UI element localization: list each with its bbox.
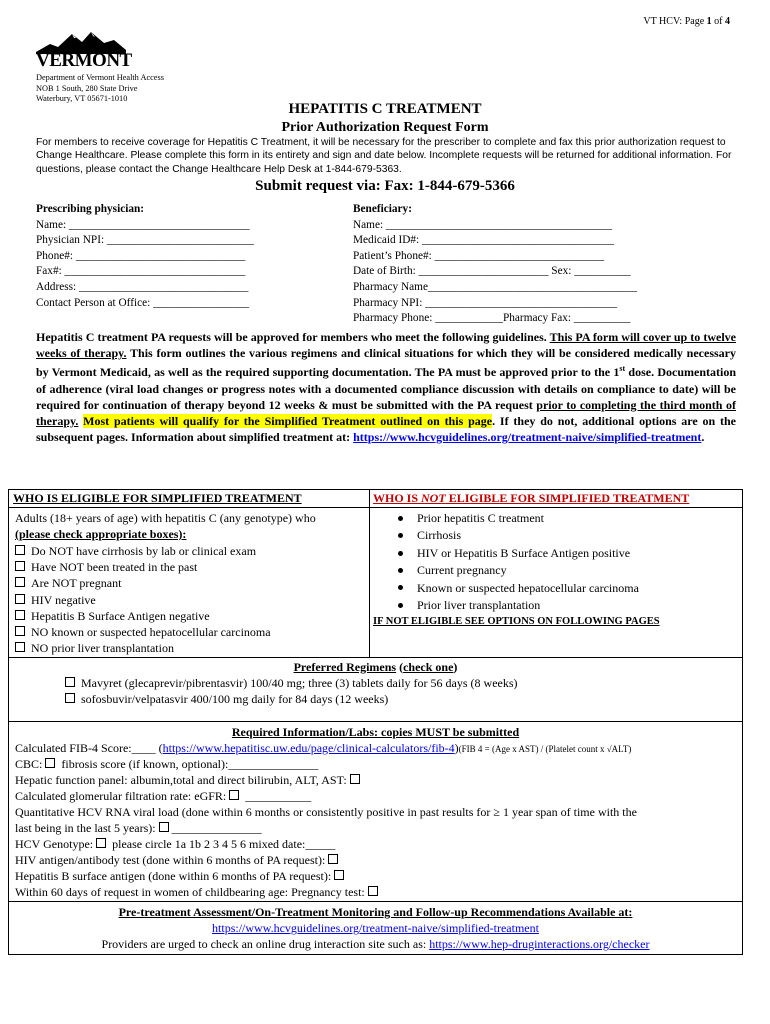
list-item: Current pregnancy bbox=[398, 562, 639, 579]
prescriber-npi-field[interactable]: Physician NPI: __________________________ bbox=[36, 234, 254, 247]
list-item: Prior liver transplantation bbox=[398, 597, 639, 614]
fax-banner: Submit request via: Fax: 1-844-679-5366 bbox=[255, 178, 515, 194]
hepb-row[interactable]: Hepatitis B surface antigen (done within 6 months of PA request): bbox=[15, 868, 347, 884]
list-item: Cirrhosis bbox=[398, 527, 639, 544]
pretreatment-link-row bbox=[9, 920, 742, 936]
checkbox[interactable] bbox=[96, 838, 106, 848]
table-divider bbox=[9, 901, 742, 902]
guidelines-paragraph: Hepatitis C treatment PA requests will be approved for members who meet the following guidelines. This PA form will cover up to twelve weeks of therapy. This form outlines the various regimens and clinical situations for which they will be considered medically necessary by Vermont Medicaid, as well as the required supporting documentation. The PA must be approved prior to the 1st dose. Documentation of adherence (viral load changes or progress notes with a documented compliance discussion with details on compliance to date) will be required for continuation of therapy beyond 12 weeks & must be submitted with the PA request prior to completing the third month of therapy. Most patients will qualify for the Simplified Treatment outlined on this page. If they do not, additional options are on the subsequent pages. Information about simplified treatment at: https://www.hcvguidelines.org/treatment-naive/simplified-treatment. bbox=[36, 330, 737, 445]
hcv-rna-row: Quantitative HCV RNA viral load (done within 6 months or consistently positive in past results for ≥ 1 year span of time with the bbox=[15, 805, 637, 819]
fib4-row[interactable]: Calculated FIB-4 Score:____ (https://www.hepatitisc.uw.edu/page/clinical-calculators/fib-4)(FIB 4 = (Age x AST) / (Platelet count x √ALT) bbox=[15, 741, 632, 755]
beneficiary-name-field[interactable]: Name: ________________________________________ bbox=[353, 218, 612, 231]
list-item[interactable]: HIV negative bbox=[15, 592, 271, 608]
checkbox[interactable] bbox=[15, 577, 25, 587]
checkbox[interactable] bbox=[15, 626, 25, 636]
list-item[interactable]: Hepatitis B Surface Antigen negative bbox=[15, 608, 271, 624]
checkbox[interactable] bbox=[15, 610, 25, 620]
checkbox[interactable] bbox=[15, 545, 25, 555]
list-item[interactable]: Have NOT been treated in the past bbox=[15, 559, 271, 575]
list-item: Prior hepatitis C treatment bbox=[398, 510, 639, 527]
list-item[interactable]: NO known or suspected hepatocellular carcinoma bbox=[15, 624, 271, 640]
checkbox[interactable] bbox=[15, 561, 25, 571]
list-item: Known or suspected hepatocellular carcinoma bbox=[398, 580, 639, 597]
hcv-rna-row-2[interactable]: last being in the last 5 years): _______________ bbox=[15, 821, 262, 835]
simplified-highlight: Most patients will qualify for the Simplified Treatment outlined on this page bbox=[83, 414, 493, 429]
list-item[interactable]: Do NOT have cirrhosis by lab or clinical exam bbox=[15, 543, 271, 559]
table-divider bbox=[9, 721, 742, 722]
simplified-treatment-link[interactable]: https://www.hcvguidelines.org/treatment-naive/simplified-treatment bbox=[353, 430, 702, 445]
genotype-row[interactable]: HCV Genotype: please circle 1a 1b 2 3 4 5 6 mixed date:_____ bbox=[15, 837, 336, 851]
checkbox[interactable] bbox=[15, 594, 25, 604]
prescriber-fax-field[interactable]: Fax#: ________________________________ bbox=[36, 265, 246, 278]
checkbox[interactable] bbox=[368, 886, 378, 896]
list-item: HIV or Hepatitis B Surface Antigen positive bbox=[398, 545, 639, 562]
required-heading: Required Information/Labs: copies MUST be submitted bbox=[231, 725, 520, 739]
hepatic-row[interactable]: Hepatic function panel: albumin,total and direct bilirubin, ALT, AST: bbox=[15, 772, 363, 788]
intro-paragraph: For members to receive coverage for Hepatitis C Treatment, it will be necessary for the prescriber to complete and fax this prior authorization request to Change Healthcare. Please complete this form in its entirety and sign and date below. Incomplete requests will be returned for additional information. For questions, please contact the Change Healthcare Help Desk at 1-844-679-5363. bbox=[36, 137, 732, 175]
interaction-row: Providers are urged to check an online drug interaction site such as: https://www.hep-druginteractions.org/checker bbox=[101, 937, 650, 951]
table-divider bbox=[9, 507, 742, 508]
egfr-row[interactable]: Calculated glomerular filtration rate: eGFR: ___________ bbox=[15, 789, 312, 803]
table-divider bbox=[369, 490, 370, 657]
table-divider bbox=[9, 657, 742, 658]
dept-city: Waterbury, VT 05671-1010 bbox=[36, 94, 128, 103]
prescriber-heading: Prescribing physician: bbox=[36, 203, 145, 215]
dob-sex-field[interactable]: Date of Birth: _______________________ Sex: __________ bbox=[353, 265, 631, 278]
bullet-icon bbox=[398, 533, 403, 538]
eligibility-table bbox=[8, 489, 743, 955]
eligible-list bbox=[15, 543, 271, 656]
regimens-heading: Preferred Regimens (check one) bbox=[293, 660, 458, 674]
checkbox[interactable] bbox=[65, 677, 75, 687]
cbc-row[interactable]: CBC: fibrosis score (if known, optional):_______________ bbox=[15, 757, 319, 771]
checkbox[interactable] bbox=[65, 693, 75, 703]
checkbox[interactable] bbox=[45, 758, 55, 768]
page-indicator: VT HCV: Page 1 of 4 bbox=[643, 16, 730, 27]
bullet-icon bbox=[398, 551, 403, 556]
department-address bbox=[36, 73, 164, 105]
beneficiary-heading: Beneficiary: bbox=[353, 203, 412, 215]
prescriber-phone-field[interactable]: Phone#: ______________________________ bbox=[36, 249, 246, 262]
regimen-option[interactable]: sofosbuvir/velpatasvir 400/100 mg daily for 84 days (12 weeks) bbox=[65, 691, 388, 707]
prescriber-address-field[interactable]: Address: ______________________________ bbox=[36, 280, 249, 293]
medicaid-id-field[interactable]: Medicaid ID#: __________________________________ bbox=[353, 234, 615, 247]
checkbox[interactable] bbox=[229, 790, 239, 800]
not-eligible-heading: WHO IS NOT ELIGIBLE FOR SIMPLIFIED TREATMENT bbox=[373, 491, 690, 505]
prescriber-section bbox=[36, 202, 254, 311]
vermont-logo bbox=[36, 28, 132, 74]
pretreatment-heading: Pre-treatment Assessment/On-Treatment Monitoring and Follow-up Recommendations Available at: bbox=[118, 905, 633, 919]
checkbox[interactable] bbox=[328, 854, 338, 864]
pretreatment-link[interactable]: https://www.hcvguidelines.org/treatment-naive/simplified-treatment bbox=[212, 921, 539, 935]
fib4-calculator-link[interactable]: https://www.hepatitisc.uw.edu/page/clinical-calculators/fib-4 bbox=[162, 741, 455, 755]
bullet-icon bbox=[398, 516, 403, 521]
prescriber-contact-field[interactable]: Contact Person at Office: _________________ bbox=[36, 296, 250, 309]
checkbox[interactable] bbox=[350, 774, 360, 784]
regimen-option[interactable]: Mavyret (glecaprevir/pibrentasvir) 100/40 mg; three (3) tablets daily for 56 days (8 weeks) bbox=[65, 675, 518, 691]
checkbox[interactable] bbox=[15, 642, 25, 652]
pregnancy-row[interactable]: Within 60 days of request in women of childbearing age: Pregnancy test: bbox=[15, 884, 381, 900]
not-eligible-list bbox=[398, 510, 639, 614]
eligible-intro: Adults (18+ years of age) with hepatitis C (any genotype) who bbox=[15, 511, 316, 525]
logo-text: VERMONT bbox=[36, 50, 132, 71]
list-item[interactable]: Are NOT pregnant bbox=[15, 575, 271, 591]
pharmacy-phone-fax-field[interactable]: Pharmacy Phone: ____________Pharmacy Fax: __________ bbox=[353, 312, 631, 325]
checkbox[interactable] bbox=[159, 822, 169, 832]
bullet-icon bbox=[398, 603, 403, 608]
dept-name: Department of Vermont Health Access bbox=[36, 73, 164, 82]
eligible-intro-check: (please check appropriate boxes): bbox=[15, 527, 187, 541]
dept-street: NOB 1 South, 280 State Drive bbox=[36, 83, 138, 93]
form-title: HEPATITIS C TREATMENT bbox=[288, 101, 482, 117]
patient-phone-field[interactable]: Patient’s Phone#: ______________________________ bbox=[353, 249, 605, 262]
checkbox[interactable] bbox=[334, 870, 344, 880]
prescriber-name-field[interactable]: Name: ________________________________ bbox=[36, 218, 250, 231]
eligible-heading: WHO IS ELIGIBLE FOR SIMPLIFIED TREATMENT bbox=[13, 491, 302, 505]
pharmacy-npi-field[interactable]: Pharmacy NPI: __________________________________ bbox=[353, 296, 618, 309]
beneficiary-section bbox=[353, 202, 637, 327]
bullet-icon bbox=[398, 568, 403, 573]
list-item[interactable]: NO prior liver transplantation bbox=[15, 640, 271, 656]
bullet-icon bbox=[398, 585, 403, 590]
form-subtitle: Prior Authorization Request Form bbox=[281, 120, 489, 135]
pharmacy-name-field[interactable]: Pharmacy Name_____________________________________ bbox=[353, 280, 637, 293]
drug-interaction-link[interactable]: https://www.hep-druginteractions.org/checker bbox=[429, 937, 650, 951]
not-eligible-footer: IF NOT ELIGIBLE SEE OPTIONS ON FOLLOWING PAGES bbox=[373, 616, 660, 627]
hiv-row[interactable]: HIV antigen/antibody test (done within 6 months of PA request): bbox=[15, 852, 341, 868]
